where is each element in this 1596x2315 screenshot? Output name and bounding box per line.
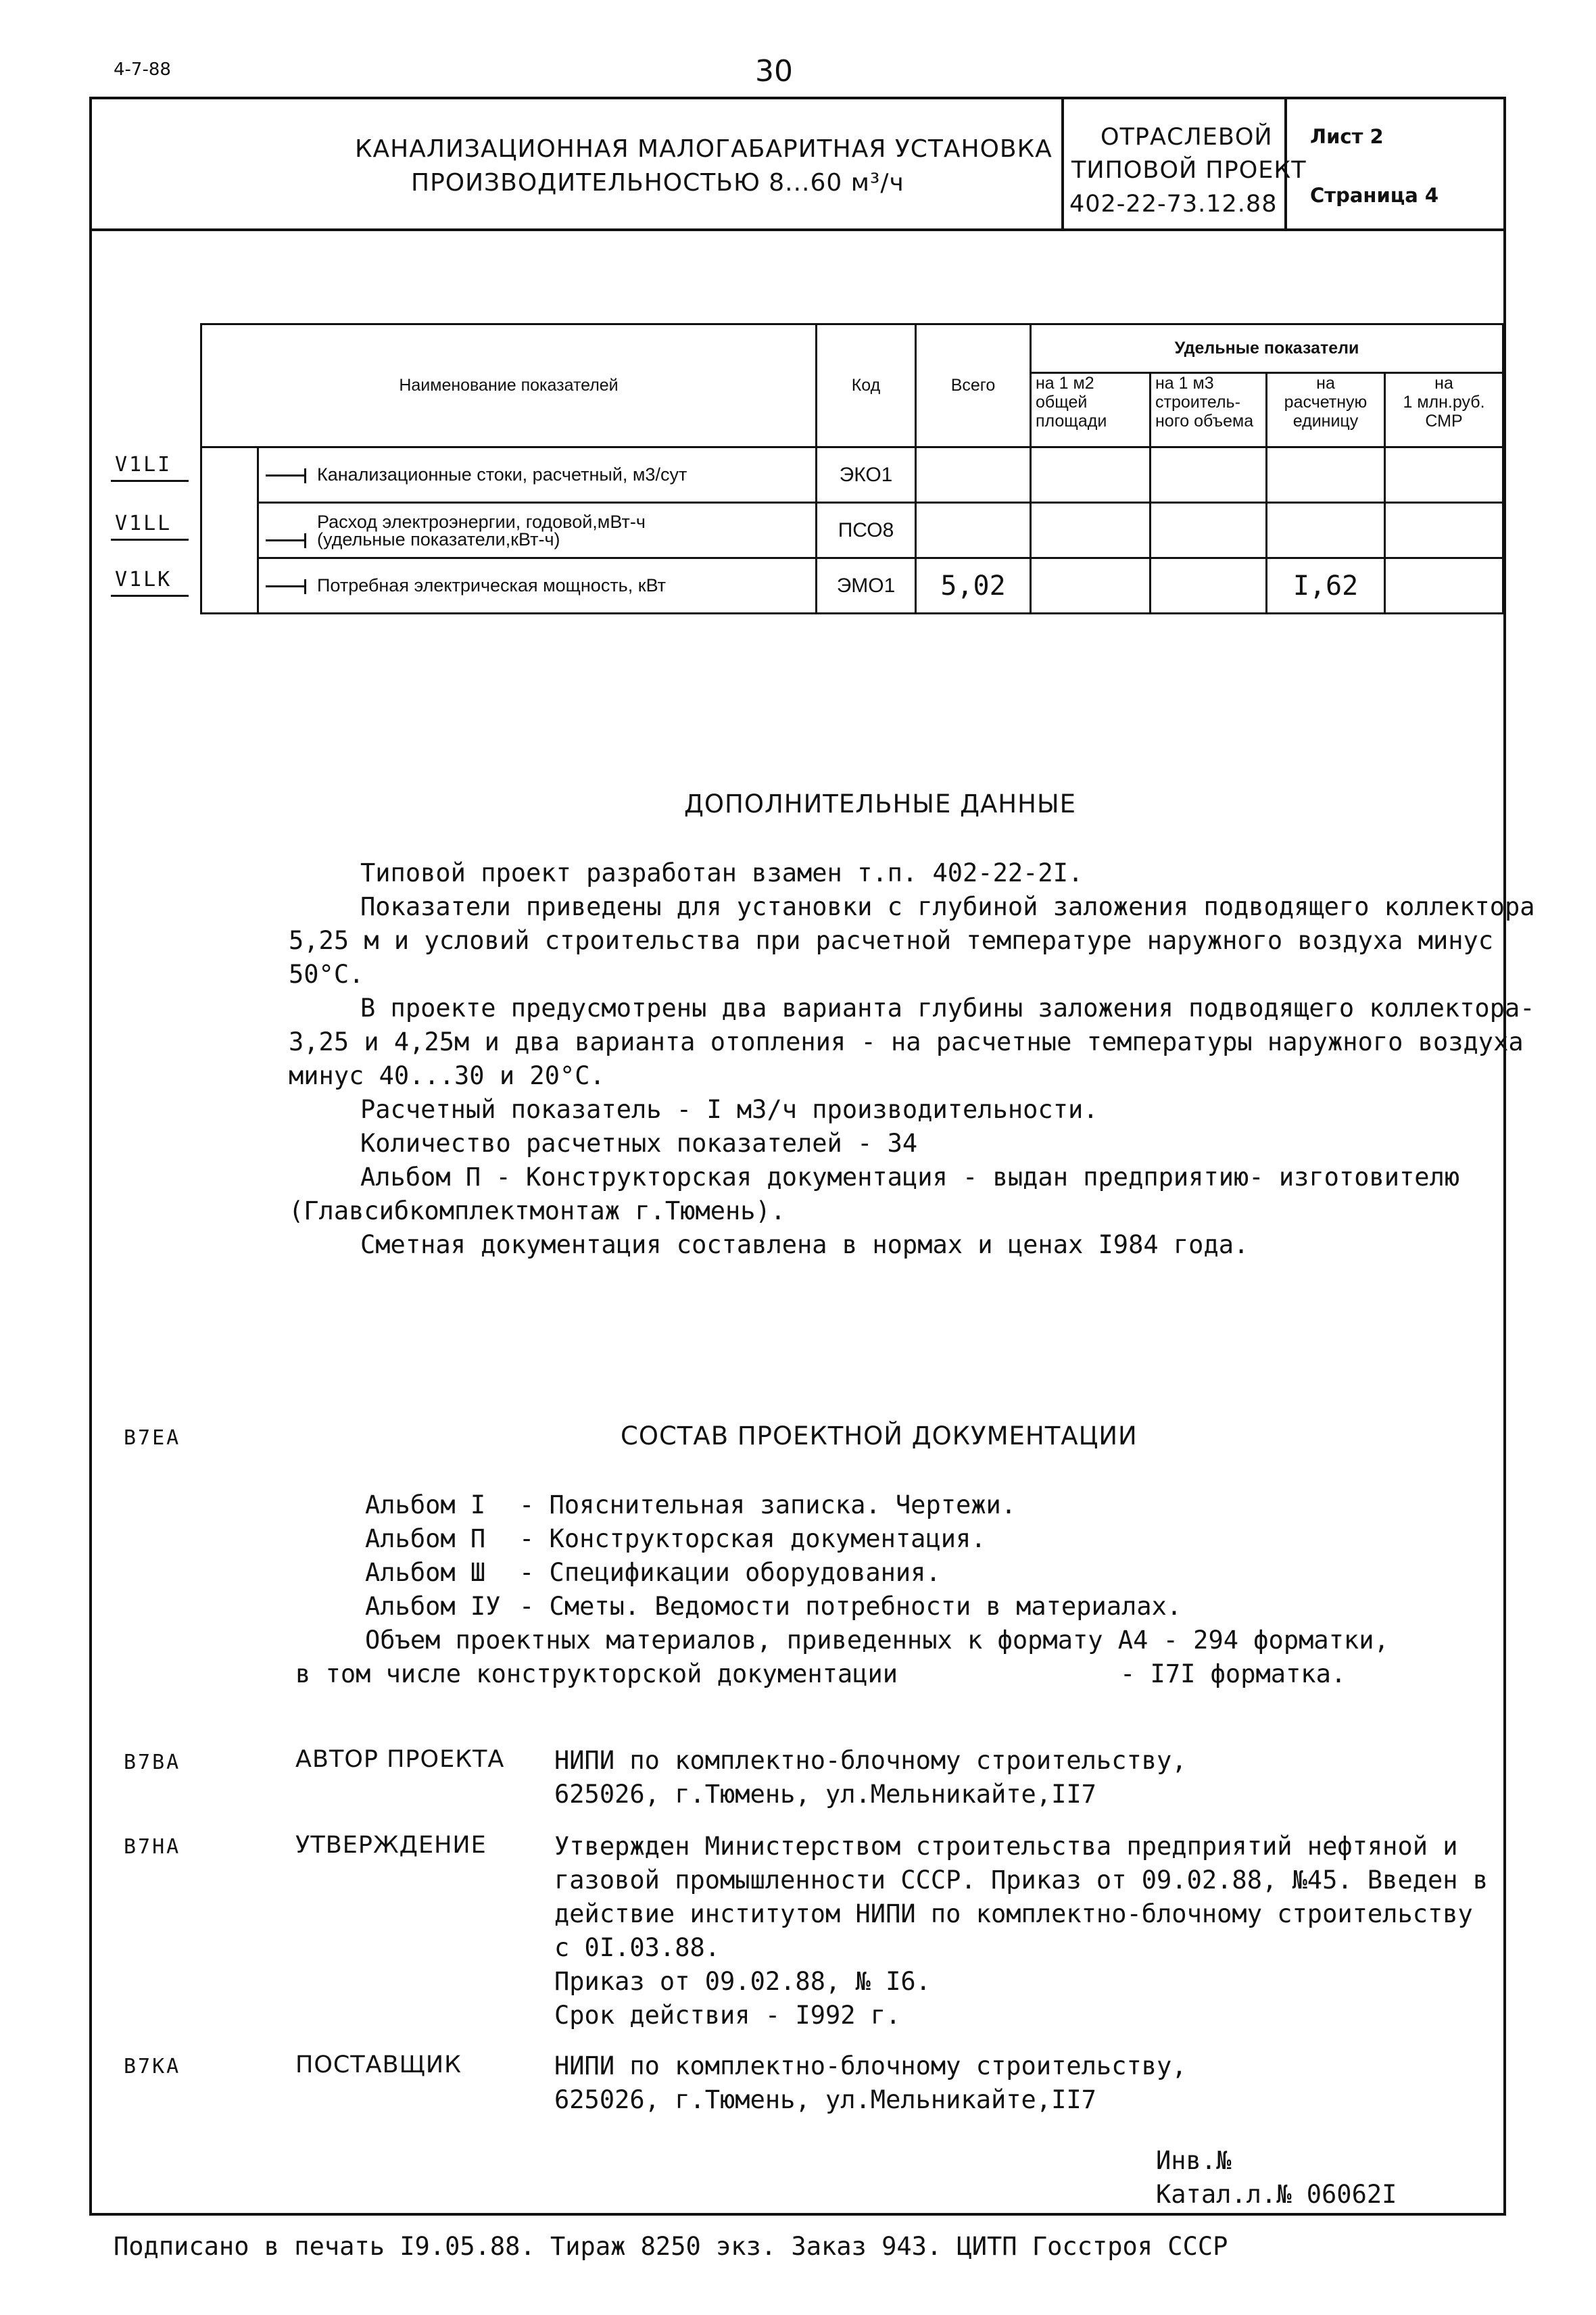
supplier-label: ПОСТАВЩИК [295,2051,462,2078]
header-specific: Удельные показатели [1031,324,1503,373]
approval-line-1: Утвержден Министерством строительства предприятий нефтяной и [554,1832,1458,1861]
additional-line-8: Расчетный показатель - I м3/ч производительности. [360,1095,1098,1124]
album-name-2: Альбом П [365,1524,486,1553]
row-total [916,447,1031,503]
row-name: Расход электроэнергии, годовой,мВт-ч (удельные показатели,кВт-ч) [258,503,817,558]
row-per-m3 [1151,503,1267,558]
inventory-number: Инв.№ [1156,2146,1232,2175]
project-type-line-2: ТИПОВОЙ ПРОЕКТ [1071,157,1307,184]
tree-branch-icon [266,539,306,541]
row-code-3: V1LK [115,568,172,591]
row-per-unit [1267,447,1385,503]
row-code-underline-1 [111,480,189,482]
row-per-unit: I,62 [1267,558,1385,614]
row-name: Потребная электрическая мощность, кВт [258,558,817,614]
row-per-m2 [1031,447,1151,503]
approval-label: УТВЕРЖДЕНИЕ [295,1832,487,1859]
approval-line-6: Срок действия - I992 г. [554,2001,901,2030]
composition-title: СОСТАВ ПРОЕКТНОЙ ДОКУМЕНТАЦИИ [621,1421,1138,1451]
row-code: ПСО8 [817,503,916,558]
row-group-cell [201,447,258,614]
volume-line-2-count: - I7I форматка. [1120,1659,1347,1688]
album-desc-4: - Сметы. Ведомости потребности в материалах. [519,1592,1182,1621]
row-per-m3 [1151,447,1267,503]
album-desc-1: - Пояснительная записка. Чертежи. [519,1490,1017,1519]
supplier-code: В7КА [124,2055,181,2078]
additional-line-10: Альбом П - Конструкторская документация - выдан предприятию- изготовителю [360,1163,1460,1192]
header-code: Код [817,324,916,447]
row-per-unit [1267,503,1385,558]
page-number: 30 [755,54,793,89]
row-total [916,503,1031,558]
approval-line-4: с 0I.03.88. [554,1933,721,1962]
additional-line-4: 50°С. [289,960,364,989]
project-number: 402-22-73.12.88 [1069,191,1278,218]
row-code-1: V1LI [115,453,172,477]
supplier-line-1: НИПИ по комплектно-блочному строительству, [554,2051,1187,2080]
row-per-mln [1385,447,1503,503]
row-code-2: V1LL [115,512,172,535]
additional-line-2: Показатели приведены для установки с глубиной заложения подводящего коллектора [360,892,1535,921]
catalog-number: Катал.л.№ 06062I [1156,2180,1397,2209]
page-label: Страница 4 [1310,184,1439,207]
header-per-unit: на расчетную единицу [1267,373,1385,447]
tree-branch-icon [266,585,306,587]
row-name: Канализационные стоки, расчетный, м3/сут [258,447,817,503]
table-row [201,503,1503,558]
print-footer: Подписано в печать I9.05.88. Тираж 8250 экз. Заказ 943. ЦИТП Госстроя СССР [114,2232,1228,2261]
approval-line-5: Приказ от 09.02.88, № I6. [554,1967,931,1996]
row-per-m2 [1031,558,1151,614]
date-code: 4-7-88 [114,59,171,80]
header-per-mln: на 1 млн.руб. СМР [1385,373,1503,447]
row-per-mln [1385,558,1503,614]
table-row [201,558,1503,614]
additional-line-6: 3,25 и 4,25м и два варианта отопления - на расчетные температуры наружного воздуха [289,1027,1524,1056]
table-row [201,447,1503,503]
additional-line-1: Типовой проект разработан взамен т.п. 402-22-2I. [360,858,1084,887]
header-total: Всего [916,324,1031,447]
author-code: В7ВА [124,1751,181,1774]
header-name: Наименование показателей [201,324,817,447]
author-label: АВТОР ПРОЕКТА [295,1746,505,1773]
sheet-number: Лист 2 [1310,125,1384,148]
approval-line-2: газовой промышленности СССР. Приказ от 09.02.88, №45. Введен в [554,1866,1489,1895]
row-per-m2 [1031,503,1151,558]
album-name-1: Альбом I [365,1490,486,1519]
tree-branch-icon [266,474,306,477]
header-divider [89,228,1506,231]
row-code-underline-3 [111,595,189,597]
additional-line-11: (Главсибкомплектмонтаж г.Тюмень). [289,1196,786,1225]
header-divider-v1 [1061,97,1064,230]
additional-line-3: 5,25 м и условий строительства при расчетной температуре наружного воздуха минус [289,926,1494,955]
additional-line-12: Сметная документация составлена в нормах и ценах I984 года. [360,1230,1249,1259]
album-desc-3: - Спецификации оборудования. [519,1558,941,1587]
title-line-1: КАНАЛИЗАЦИОННАЯ МАЛОГАБАРИТНАЯ УСТАНОВКА [355,135,1053,163]
project-type-line-1: ОТРАСЛЕВОЙ [1101,124,1273,151]
row-code: ЭМО1 [817,558,916,614]
indicators-table [200,323,1504,614]
author-line-1: НИПИ по комплектно-блочному строительству, [554,1746,1187,1775]
additional-data-title: ДОПОЛНИТЕЛЬНЫЕ ДАННЫЕ [684,789,1076,819]
author-line-2: 625026, г.Тюмень, ул.Мельникайте,II7 [554,1780,1096,1809]
additional-line-5: В проекте предусмотрены два варианта глубины заложения подводящего коллектора- [360,994,1535,1023]
row-total: 5,02 [916,558,1031,614]
title-line-2: ПРОИЗВОДИТЕЛЬНОСТЬЮ 8...60 м³/ч [411,169,904,197]
header-per-m2: на 1 м2 общей площади [1031,373,1151,447]
album-desc-2: - Конструкторская документация. [519,1524,986,1553]
row-per-mln [1385,503,1503,558]
row-per-m3 [1151,558,1267,614]
approval-line-3: действие институтом НИПИ по комплектно-блочному строительству [554,1899,1473,1928]
volume-line-1: Объем проектных материалов, приведенных к формату А4 - 294 форматки, [365,1626,1389,1655]
row-code-underline-2 [111,539,189,541]
album-name-3: Альбом Ш [365,1558,486,1587]
additional-line-7: минус 40...30 и 20°С. [289,1061,605,1090]
supplier-line-2: 625026, г.Тюмень, ул.Мельникайте,II7 [554,2085,1096,2114]
approval-code: В7НА [124,1835,181,1859]
album-name-4: Альбом IУ [365,1592,501,1621]
volume-line-2: в том числе конструкторской документации [295,1659,898,1688]
header-per-m3: на 1 м3 строитель- ного объема [1151,373,1267,447]
additional-line-9: Количество расчетных показателей - 34 [360,1129,918,1158]
row-code: ЭКО1 [817,447,916,503]
composition-code: В7ЕА [124,1426,181,1450]
